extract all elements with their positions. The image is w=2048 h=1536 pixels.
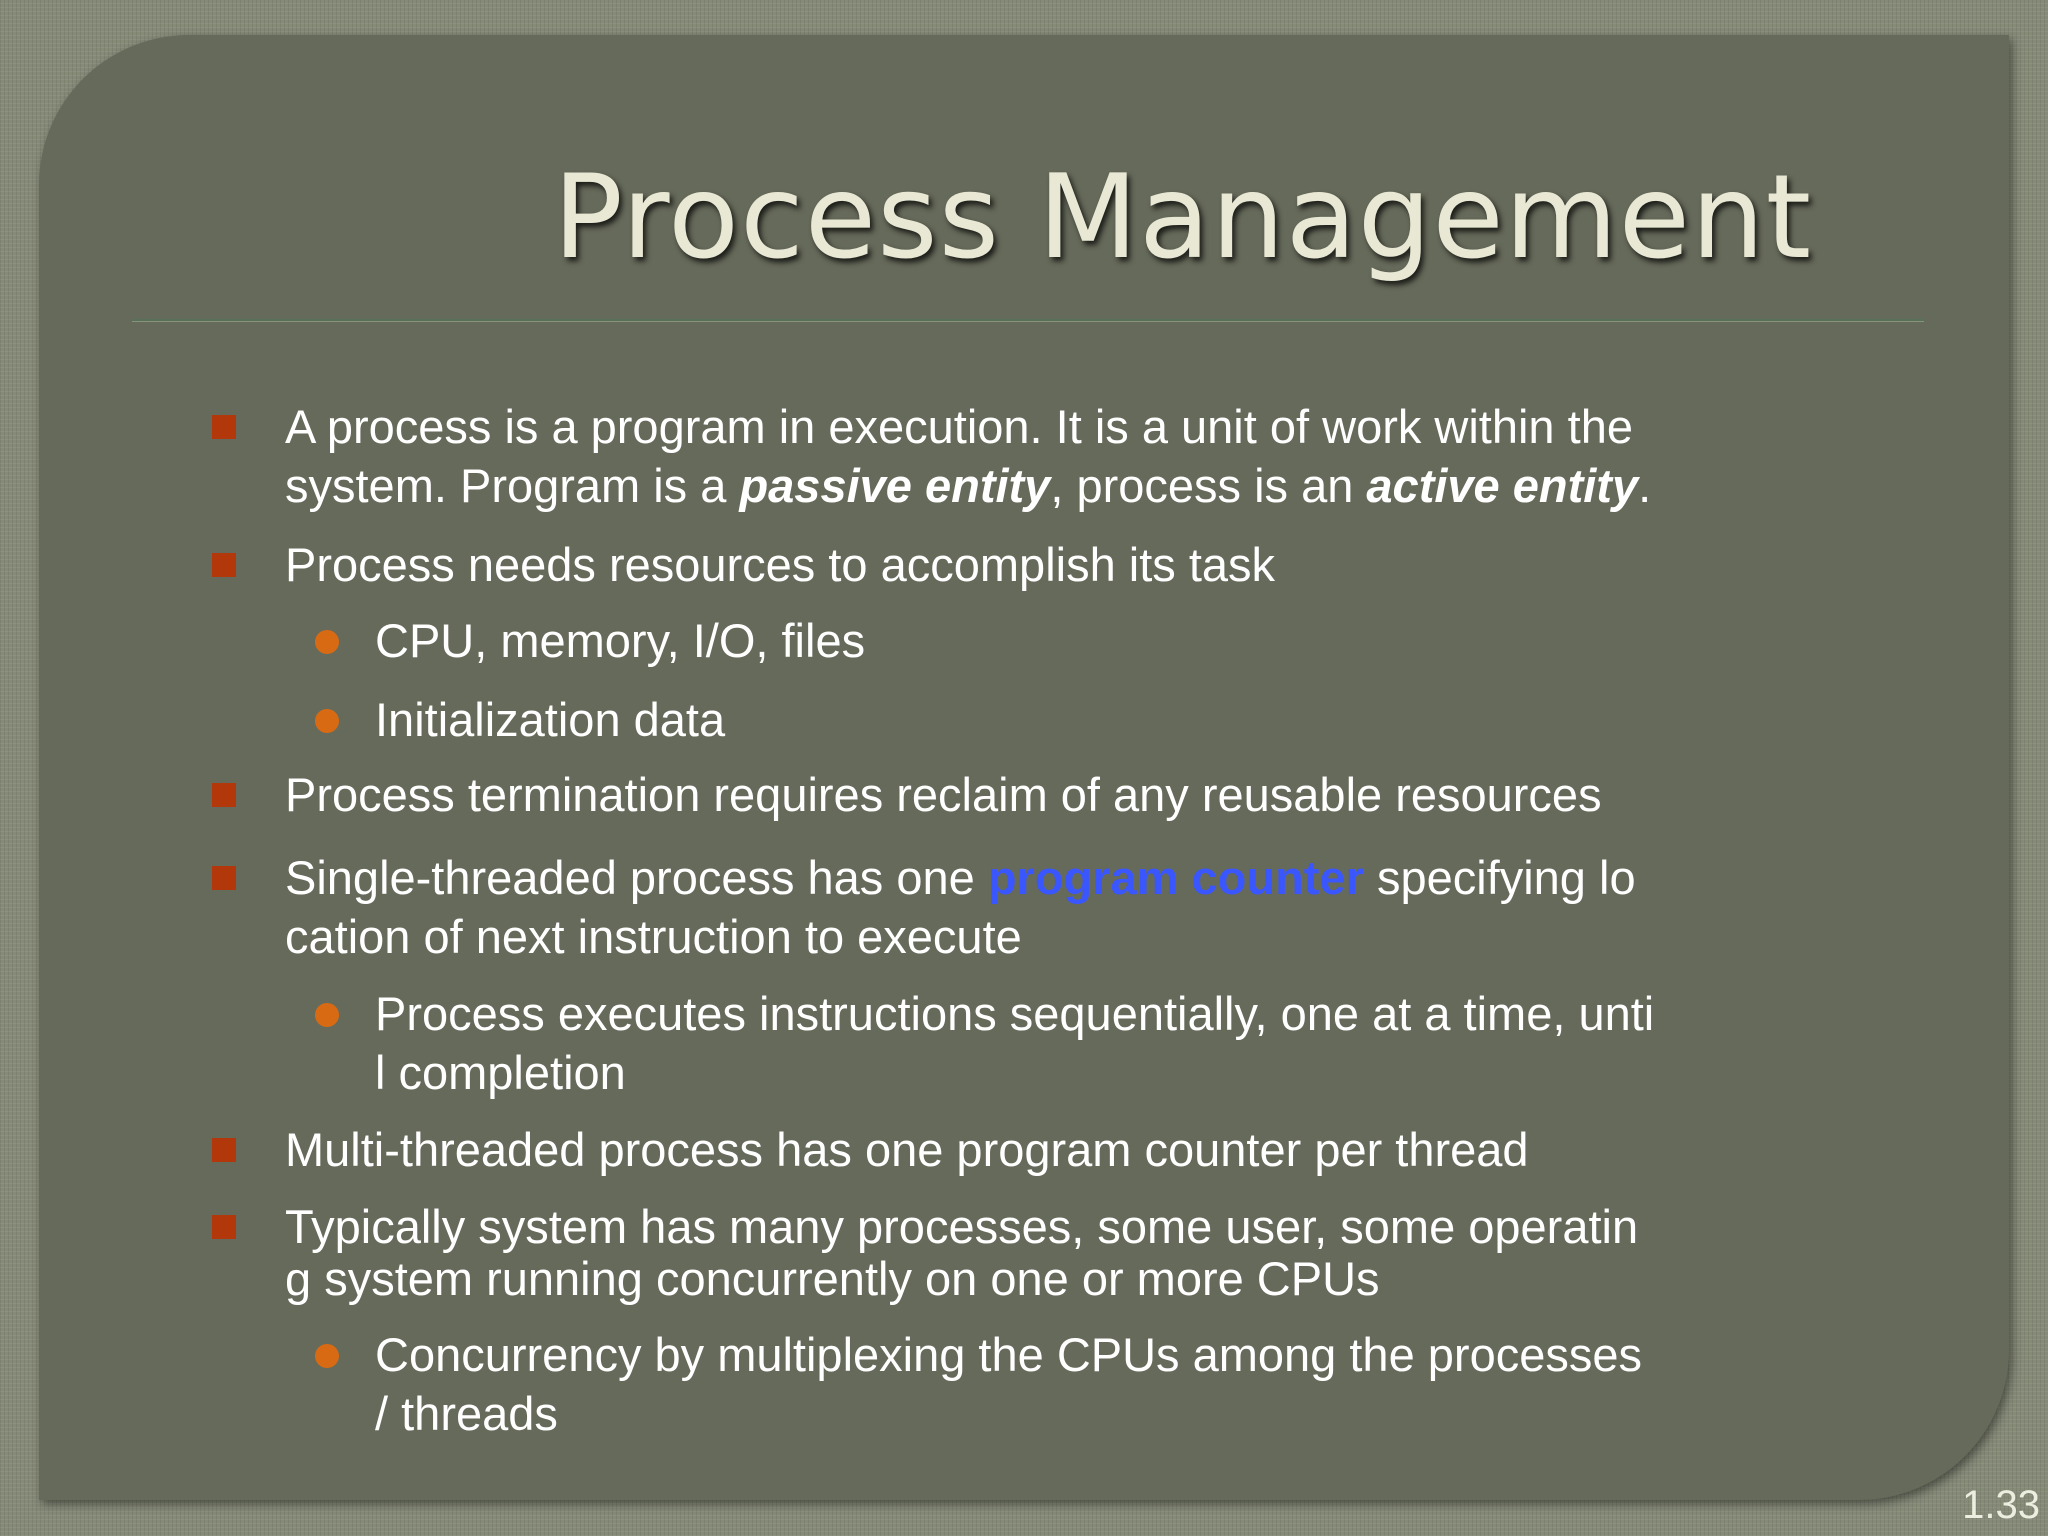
bullet-line: [285, 456, 1825, 515]
square-bullet-icon: [212, 553, 236, 577]
bullet-line: [285, 848, 1825, 907]
bullet-text: specifying lo: [1363, 851, 1636, 904]
program-counter-link[interactable]: program counter: [987, 851, 1364, 904]
bullet-resources: [285, 535, 1825, 594]
bullet-text: system. Program is a: [285, 459, 740, 512]
bullet-line: / threads: [375, 1387, 558, 1440]
bullet-process-definition: [285, 397, 1825, 515]
bullet-multi-threaded: [285, 1120, 1825, 1179]
bullet-termination: [285, 765, 1825, 824]
round-bullet-icon: [315, 709, 339, 733]
bullet-line: Multi-threaded process has one program counter per thread: [285, 1123, 1529, 1176]
bullet-line: CPU, memory, I/O, files: [375, 614, 866, 667]
bullet-single-threaded: [285, 848, 1825, 966]
bullet-line: Process termination requires reclaim of any reusable resources: [285, 768, 1602, 821]
emphasis-passive-entity: passive entity: [739, 459, 1051, 512]
bullet-line: cation of next instruction to execute: [285, 910, 1022, 963]
title-divider: [132, 319, 1924, 322]
bullet-line: Initialization data: [375, 693, 726, 746]
square-bullet-icon: [212, 783, 236, 807]
bullet-many-processes: [285, 1197, 1825, 1308]
bullet-text: Single-threaded process has one: [285, 851, 988, 904]
square-bullet-icon: [212, 1138, 236, 1162]
sub-bullet-cpu-memory: [375, 611, 1825, 670]
bullet-line: Process executes instructions sequentially, one at a time, unti: [375, 987, 1655, 1040]
square-bullet-icon: [212, 866, 236, 890]
round-bullet-icon: [315, 630, 339, 654]
bullet-line: Concurrency by multiplexing the CPUs among the processes: [375, 1328, 1642, 1381]
emphasis-active-entity: active entity: [1366, 459, 1639, 512]
bullet-line: Typically system has many processes, some user, some operatin: [285, 1200, 1639, 1253]
square-bullet-icon: [212, 1215, 236, 1239]
bullet-text: , process is an: [1050, 459, 1367, 512]
bullet-line: A process is a program in execution. It is a unit of work within the: [285, 400, 1633, 453]
round-bullet-icon: [315, 1344, 339, 1368]
bullet-text: .: [1638, 459, 1652, 512]
square-bullet-icon: [212, 415, 236, 439]
bullet-line: l completion: [375, 1046, 626, 1099]
bullet-line: g system running concurrently on one or more CPUs: [285, 1252, 1380, 1305]
bullet-line: Process needs resources to accomplish its task: [285, 538, 1276, 591]
sub-bullet-initialization: [375, 690, 1825, 749]
round-bullet-icon: [315, 1003, 339, 1027]
slide-number: 1.33: [1962, 1483, 2040, 1527]
sub-bullet-concurrency: [375, 1325, 1825, 1443]
sub-bullet-sequential: [375, 984, 1825, 1102]
slide-title: Process Management: [553, 150, 1813, 285]
